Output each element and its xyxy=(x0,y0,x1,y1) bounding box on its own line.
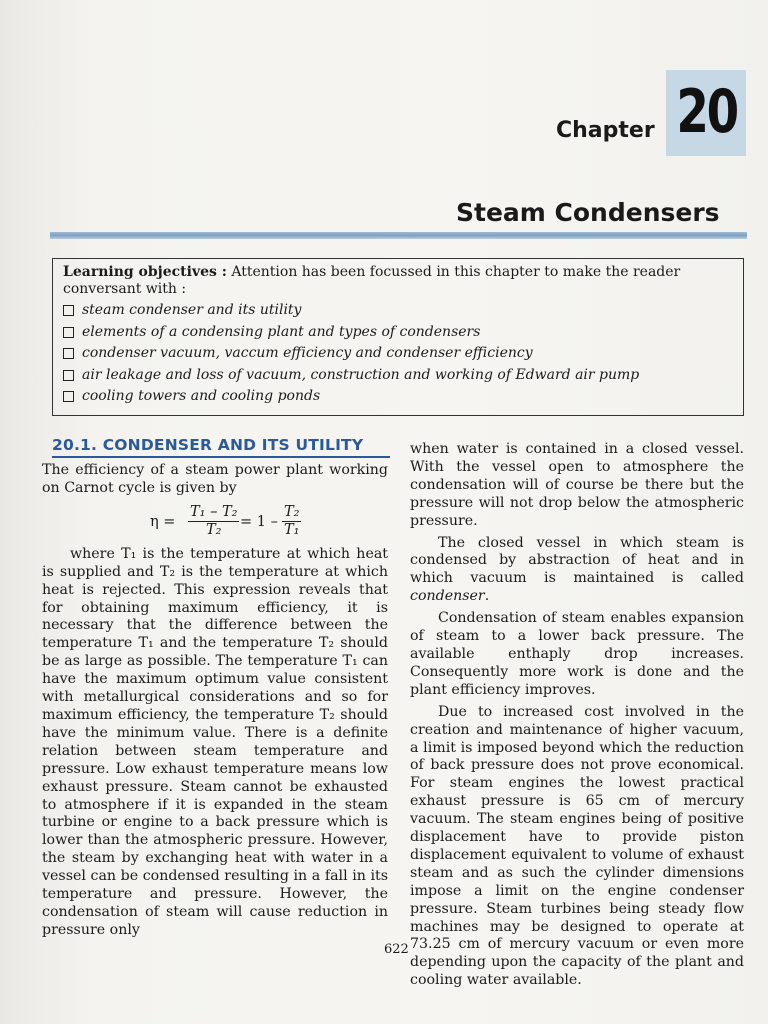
left-column xyxy=(42,462,388,940)
objective-item xyxy=(63,300,733,322)
checkbox-bullet-icon xyxy=(63,391,74,402)
checkbox-bullet-icon xyxy=(63,305,74,316)
objective-text: condenser vacuum, vaccum efficiency and condenser efficiency xyxy=(82,345,533,361)
objective-text: elements of a condensing plant and types of condensers xyxy=(82,323,481,340)
objectives-intro xyxy=(63,264,733,298)
chapter-title: Steam Condensers xyxy=(456,198,720,227)
section-underline xyxy=(52,456,390,458)
fraction-1-denominator: T₂ xyxy=(205,521,222,538)
chapter-number: 20 xyxy=(676,77,737,147)
paragraph-vacuum-limit: Due to increased cost involved in the creation and maintenance of higher vacuum, a limit is imposed beyond which the reduction of back pressure does not prove economical. For steam engines the lowest practical exhaust pressure is 65 cm of mercury vacuum. The steam engines being of positive displacement have to provide piston displacement equivalent to volume of exhaust steam and as such the cylinder dimensions impose a limit on the engine condenser pressure. Steam turbines being steady flow machines may be designed to operate at 73.25 cm of mercury vacuum or even more depending upon the capacity of the plant and cooling water available. xyxy=(410,703,744,989)
right-column xyxy=(410,441,744,990)
paragraph-condensation: Condensation of steam enables expansion of steam to a lower back pressure. The available enthaply drop increases. Consequently more work is done and the plant efficiency improves. xyxy=(410,610,744,698)
fraction-2-denominator: T₁ xyxy=(284,521,300,538)
page-number: 622 xyxy=(384,942,409,957)
definition-term: condenser xyxy=(410,588,485,605)
checkbox-bullet-icon xyxy=(63,327,74,338)
fraction-2-numerator: T₂ xyxy=(284,503,300,520)
objective-text: steam condenser and its utility xyxy=(82,302,302,318)
paragraph-condenser-definition xyxy=(410,535,744,607)
paragraph-efficiency: where T₁ is the temperature at which heat is supplied and T₂ is the temperature at which heat is rejected. This expression reveals that for obtaining maximum efficiency, it is necessary that the difference between the temperature T₁ and the temperature T₂ should be as large as possible. The temperature T₁ can have the maximum optimum value consistent with metallurgical considerations and so for maximum efficiency, the temperature T₂ should have the minimum value. There is a definite relation between steam temperature and pressure. Low exhaust temperature means low exhaust pressure. Steam cannot be exhausted to atmosphere if it is expanded in the steam turbine or engine to a back pressure which is lower than the atmospheric pressure. However, the steam by exchanging heat with water in a vessel can be condensed resulting in a fall in its temperature and pressure. However, the condensation of steam will cause reduction in pressure only xyxy=(42,545,388,938)
paragraph-closed-vessel: when water is contained in a closed vessel. With the vessel open to atmosphere the condensation will of course be there but the pressure will not drop below the atmospheric pressure. xyxy=(410,441,744,529)
objective-item xyxy=(63,343,733,365)
objectives-intro-text: Attention has been focussed in this chapter to make the reader conversant with : xyxy=(63,264,681,297)
definition-end: . xyxy=(484,588,490,605)
objective-text: cooling towers and cooling ponds xyxy=(82,388,321,404)
objective-item xyxy=(63,365,733,387)
learning-objectives-box xyxy=(52,258,744,416)
section-heading: 20.1. CONDENSER AND ITS UTILITY xyxy=(52,436,364,454)
checkbox-bullet-icon xyxy=(63,348,74,359)
fraction-1-numerator: T₁ – T₂ xyxy=(190,503,238,520)
paragraph-intro: The efficiency of a steam power plant working on Carnot cycle is given by xyxy=(42,462,388,496)
objective-item xyxy=(63,322,733,344)
objectives-list xyxy=(63,300,733,408)
equation-fraction-2 xyxy=(282,504,301,539)
efficiency-equation xyxy=(42,502,388,544)
equation-fraction-1 xyxy=(188,504,239,539)
checkbox-bullet-icon xyxy=(63,370,74,381)
objective-item xyxy=(63,386,733,408)
chapter-label: Chapter xyxy=(556,118,655,143)
title-divider xyxy=(50,232,747,239)
objectives-label: Learning objectives : xyxy=(63,264,227,280)
equation-lhs: η = xyxy=(150,513,176,530)
objective-text: air leakage and loss of vacuum, construction and working of Edward air pump xyxy=(82,366,640,383)
equation-middle: = 1 – xyxy=(240,513,278,530)
definition-text: The closed vessel in which steam is condensed by abstraction of heat and in which vacuum is maintained is called xyxy=(410,534,744,587)
